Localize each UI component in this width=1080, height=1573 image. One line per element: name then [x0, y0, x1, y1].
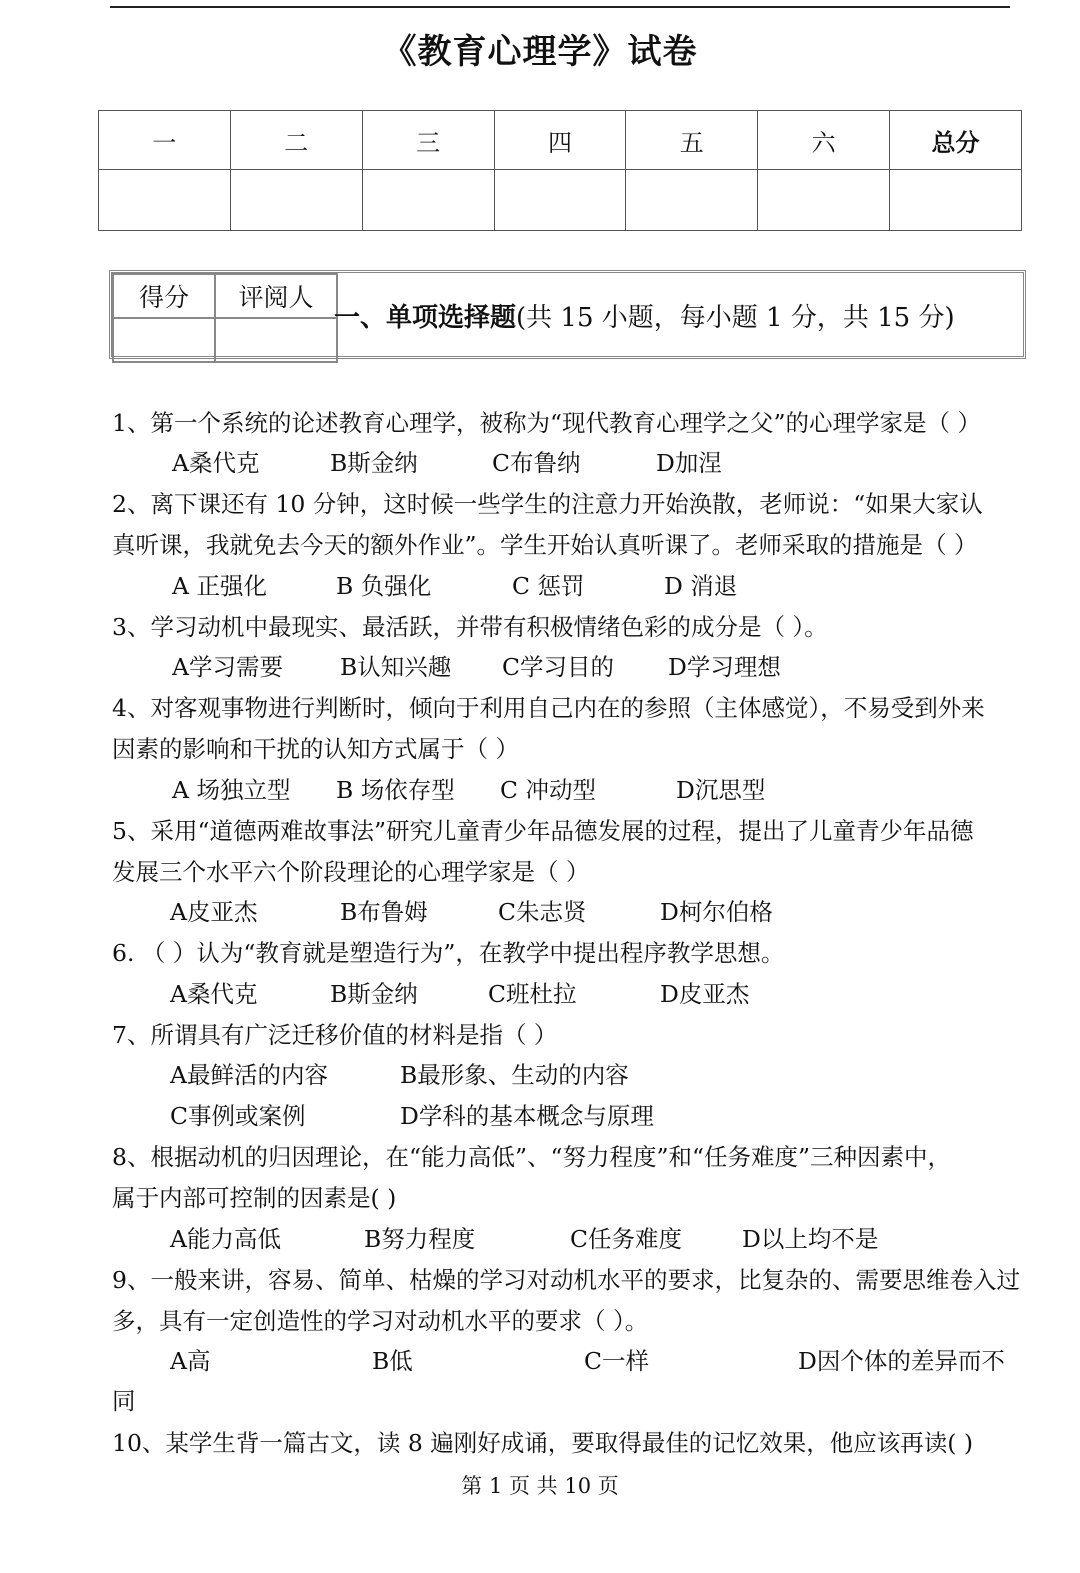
option-c: C 冲动型: [500, 776, 596, 804]
score-cell[interactable]: [99, 170, 231, 231]
option-a: A 场独立型: [172, 776, 291, 804]
question-4-line-1: 4、对客观事物进行判断时，倾向于利用自己内在的参照（主体感觉），不易受到外来: [112, 694, 985, 722]
option-c: C学习目的: [502, 653, 614, 681]
score-cell[interactable]: [626, 170, 758, 231]
score-header-4: 四: [494, 111, 626, 170]
score-header-6: 六: [758, 111, 890, 170]
option-a: A高: [170, 1347, 211, 1375]
option-b: B最形象、生动的内容: [400, 1061, 629, 1089]
score-header-3: 三: [362, 111, 494, 170]
page-footer: 第 1 页 共 10 页: [461, 1474, 619, 1498]
option-c: C班杜拉: [488, 980, 577, 1008]
option-c: C朱志贤: [498, 898, 587, 926]
option-a: A皮亚杰: [170, 898, 258, 926]
question-5-line-1: 5、采用“道德两难故事法”研究儿童青少年品德发展的过程，提出了儿童青少年品德: [112, 817, 974, 845]
option-a: A能力高低: [170, 1225, 281, 1253]
option-a: A桑代克: [172, 449, 260, 477]
option-d: D柯尔伯格: [660, 898, 773, 926]
question-9-line-2: 多，具有一定创造性的学习对动机水平的要求（ ）。: [112, 1307, 649, 1335]
option-b: B布鲁姆: [340, 898, 428, 926]
option-c: C 惩罚: [512, 572, 585, 600]
option-d: D皮亚杰: [660, 980, 750, 1008]
score-entry[interactable]: [113, 318, 215, 362]
option-b: B认知兴趣: [340, 653, 452, 681]
question-1: 1、第一个系统的论述教育心理学，被称为“现代教育心理学之父”的心理学家是（ ）: [112, 409, 981, 437]
score-header-2: 二: [230, 111, 362, 170]
score-cell-total[interactable]: [890, 170, 1022, 231]
question-6: 6. （ ）认为“教育就是塑造行为”，在教学中提出程序教学思想。: [112, 939, 785, 967]
top-rule: [110, 6, 1010, 8]
option-c: C事例或案例: [170, 1102, 306, 1130]
section-title: 一、单项选择题(共 15 小题，每小题 1 分，共 15 分): [334, 303, 955, 333]
question-10: 10、某学生背一篇古文，读 8 遍刚好成诵，要取得最佳的记忆效果，他应该再读( ): [112, 1429, 974, 1457]
score-cell[interactable]: [494, 170, 626, 231]
option-b: B 负强化: [336, 572, 432, 600]
option-d: D加涅: [656, 449, 722, 477]
reviewer-label: 评阅人: [215, 274, 337, 318]
question-2-line-2: 真听课，我就免去今天的额外作业”。学生开始认真听课了。老师采取的措施是（ ）: [112, 531, 978, 559]
option-a: A桑代克: [170, 980, 258, 1008]
score-cell[interactable]: [362, 170, 494, 231]
option-d: D因个体的差异而不: [798, 1347, 1005, 1375]
score-header-1: 一: [99, 111, 231, 170]
question-9-line-1: 9、一般来讲，容易、简单、枯燥的学习对动机水平的要求，比复杂的、需要思维卷入过: [112, 1266, 1020, 1294]
question-4-line-2: 因素的影响和干扰的认知方式属于（ ）: [112, 735, 519, 763]
grading-table: [112, 273, 338, 363]
question-8-line-1: 8、根据动机的归因理论，在“能力高低”、“努力程度”和“任务难度”三种因素中，: [112, 1143, 952, 1171]
option-b: B低: [372, 1347, 413, 1375]
option-b: B努力程度: [364, 1225, 476, 1253]
option-b: B 场依存型: [336, 776, 455, 804]
score-label: 得分: [113, 274, 215, 318]
question-2-line-1: 2、离下课还有 10 分钟，这时候一些学生的注意力开始涣散，老师说：“如果大家认: [112, 490, 983, 518]
score-header-total: 总分: [890, 111, 1022, 170]
option-c: C任务难度: [570, 1225, 682, 1253]
option-d: D 消退: [664, 572, 738, 600]
reviewer-entry[interactable]: [215, 318, 337, 362]
option-d: D以上均不是: [742, 1225, 879, 1253]
question-8-line-2: 属于内部可控制的因素是( ): [112, 1184, 397, 1212]
question-7: 7、所谓具有广泛迁移价值的材料是指（ ）: [112, 1021, 558, 1049]
score-cell[interactable]: [230, 170, 362, 231]
option-a: A最鲜活的内容: [170, 1061, 328, 1089]
option-b: B斯金纳: [330, 449, 418, 477]
option-d: D学习理想: [668, 653, 781, 681]
score-header-5: 五: [626, 111, 758, 170]
option-b: B斯金纳: [330, 980, 418, 1008]
section-header-box: [109, 270, 1026, 359]
question-9-option-d-tail: 同: [112, 1387, 136, 1415]
option-c: C布鲁纳: [492, 449, 581, 477]
option-c: C一样: [584, 1347, 649, 1375]
option-d: D学科的基本概念与原理: [400, 1102, 654, 1130]
option-a: A学习需要: [172, 653, 283, 681]
score-cell[interactable]: [758, 170, 890, 231]
page-title: 《教育心理学》试卷: [382, 32, 698, 72]
option-a: A 正强化: [172, 572, 267, 600]
option-d: D沉思型: [676, 776, 766, 804]
score-table: [98, 110, 1022, 231]
question-3: 3、学习动机中最现实、最活跃，并带有积极情绪色彩的成分是（ ）。: [112, 613, 828, 641]
question-5-line-2: 发展三个水平六个阶段理论的心理学家是（ ）: [112, 858, 590, 886]
